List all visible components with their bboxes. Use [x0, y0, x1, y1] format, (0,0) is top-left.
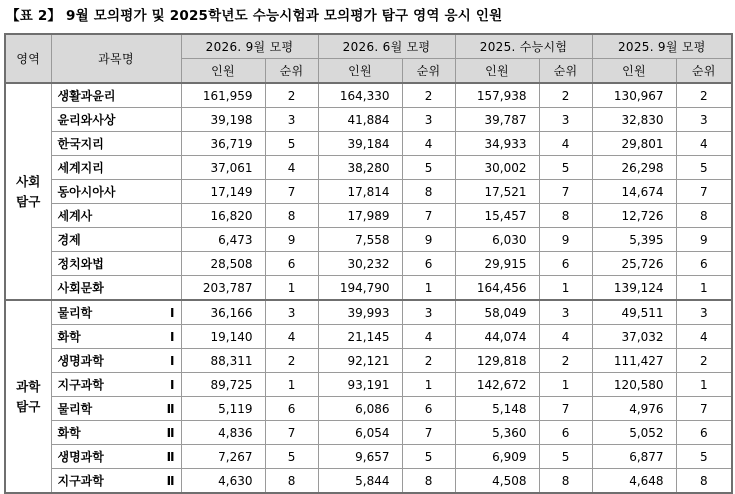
rank-cell: 5 — [539, 445, 592, 469]
rank-cell: 2 — [539, 83, 592, 108]
rank-cell: 5 — [676, 445, 732, 469]
count-cell: 4,648 — [592, 469, 676, 494]
table-row — [5, 180, 732, 204]
rank-cell: 7 — [539, 397, 592, 421]
rank-cell: 4 — [676, 132, 732, 156]
header-count: 인원 — [181, 59, 265, 84]
count-cell: 30,002 — [455, 156, 539, 180]
subject-cell — [51, 204, 181, 228]
rank-cell: 6 — [539, 252, 592, 276]
subject-cell — [51, 228, 181, 252]
rank-cell: 3 — [676, 108, 732, 132]
rank-cell: 8 — [676, 469, 732, 494]
subject-name: 사회문화 — [57, 280, 104, 295]
count-cell: 36,166 — [181, 300, 265, 325]
subject-cell — [51, 252, 181, 276]
rank-cell: 3 — [265, 108, 318, 132]
science-group — [5, 300, 732, 493]
subject-name: 한국지리 — [57, 136, 104, 151]
subject-name: 생명과학Ⅱ — [57, 449, 175, 464]
subject-cell — [51, 180, 181, 204]
count-cell: 157,938 — [455, 83, 539, 108]
count-cell: 203,787 — [181, 276, 265, 301]
social-studies-group — [5, 83, 732, 300]
count-cell: 92,121 — [318, 349, 402, 373]
count-cell: 39,787 — [455, 108, 539, 132]
rank-cell: 6 — [676, 421, 732, 445]
area-label — [5, 83, 51, 300]
rank-cell: 2 — [676, 349, 732, 373]
count-cell: 7,267 — [181, 445, 265, 469]
applicant-table — [4, 33, 733, 494]
table-row — [5, 276, 732, 301]
rank-cell: 7 — [539, 180, 592, 204]
rank-cell: 2 — [265, 83, 318, 108]
count-cell: 164,330 — [318, 83, 402, 108]
subject-cell — [51, 373, 181, 397]
rank-cell: 8 — [402, 469, 455, 494]
rank-cell: 4 — [265, 325, 318, 349]
count-cell: 41,884 — [318, 108, 402, 132]
area-label-line: 사회 — [16, 173, 41, 189]
rank-cell: 9 — [676, 228, 732, 252]
header-exam: 2026. 9월 모평 — [181, 34, 318, 59]
count-cell: 4,630 — [181, 469, 265, 494]
count-cell: 111,427 — [592, 349, 676, 373]
count-cell: 6,030 — [455, 228, 539, 252]
header-exam: 2025. 수능시험 — [455, 34, 592, 59]
rank-cell: 5 — [265, 132, 318, 156]
subject-cell — [51, 349, 181, 373]
count-cell: 49,511 — [592, 300, 676, 325]
count-cell: 26,298 — [592, 156, 676, 180]
count-cell: 5,119 — [181, 397, 265, 421]
count-cell: 34,933 — [455, 132, 539, 156]
table-row — [5, 228, 732, 252]
count-cell: 120,580 — [592, 373, 676, 397]
count-cell: 93,191 — [318, 373, 402, 397]
count-cell: 39,993 — [318, 300, 402, 325]
header-exam: 2026. 6월 모평 — [318, 34, 455, 59]
rank-cell: 8 — [402, 180, 455, 204]
subject-name: 생명과학Ⅰ — [57, 353, 175, 368]
subject-cell — [51, 397, 181, 421]
subject-name: 물리학Ⅰ — [57, 305, 175, 320]
count-cell: 6,877 — [592, 445, 676, 469]
header-area: 영역 — [5, 34, 51, 83]
table-row — [5, 445, 732, 469]
rank-cell: 7 — [676, 397, 732, 421]
rank-cell: 2 — [402, 83, 455, 108]
subject-cell — [51, 325, 181, 349]
rank-cell: 2 — [676, 83, 732, 108]
rank-cell: 3 — [676, 300, 732, 325]
rank-cell: 2 — [402, 349, 455, 373]
count-cell: 89,725 — [181, 373, 265, 397]
subject-name: 지구과학Ⅱ — [57, 473, 175, 488]
rank-cell: 3 — [539, 108, 592, 132]
rank-cell: 7 — [676, 180, 732, 204]
count-cell: 29,801 — [592, 132, 676, 156]
rank-cell: 1 — [539, 276, 592, 301]
subject-name: 물리학Ⅱ — [57, 401, 175, 416]
count-cell: 9,657 — [318, 445, 402, 469]
header-rank: 순위 — [265, 59, 318, 84]
rank-cell: 8 — [676, 204, 732, 228]
rank-cell: 5 — [265, 445, 318, 469]
rank-cell: 8 — [265, 469, 318, 494]
table-row — [5, 156, 732, 180]
count-cell: 6,909 — [455, 445, 539, 469]
subject-name: 정치와법 — [57, 256, 104, 271]
rank-cell: 7 — [265, 180, 318, 204]
rank-cell: 6 — [676, 252, 732, 276]
count-cell: 5,360 — [455, 421, 539, 445]
count-cell: 6,054 — [318, 421, 402, 445]
rank-cell: 3 — [539, 300, 592, 325]
subject-cell — [51, 445, 181, 469]
table-row — [5, 300, 732, 325]
subject-cell — [51, 469, 181, 494]
header-count: 인원 — [455, 59, 539, 84]
table-row — [5, 397, 732, 421]
count-cell: 5,395 — [592, 228, 676, 252]
count-cell: 15,457 — [455, 204, 539, 228]
subject-name: 동아시아사 — [57, 184, 116, 199]
subject-cell — [51, 108, 181, 132]
rank-cell: 7 — [402, 204, 455, 228]
header-count: 인원 — [318, 59, 402, 84]
count-cell: 161,959 — [181, 83, 265, 108]
table-row — [5, 469, 732, 494]
rank-cell: 1 — [676, 276, 732, 301]
rank-cell: 1 — [676, 373, 732, 397]
rank-cell: 8 — [539, 469, 592, 494]
subject-cell — [51, 156, 181, 180]
rank-cell: 4 — [402, 132, 455, 156]
count-cell: 14,674 — [592, 180, 676, 204]
count-cell: 17,814 — [318, 180, 402, 204]
subject-name: 세계지리 — [57, 160, 104, 175]
count-cell: 164,456 — [455, 276, 539, 301]
rank-cell: 2 — [539, 349, 592, 373]
rank-cell: 4 — [402, 325, 455, 349]
count-cell: 21,145 — [318, 325, 402, 349]
table-row — [5, 83, 732, 108]
rank-cell: 9 — [402, 228, 455, 252]
rank-cell: 4 — [265, 156, 318, 180]
rank-cell: 1 — [402, 373, 455, 397]
header-rank: 순위 — [539, 59, 592, 84]
table-row — [5, 132, 732, 156]
count-cell: 36,719 — [181, 132, 265, 156]
rank-cell: 9 — [539, 228, 592, 252]
count-cell: 6,086 — [318, 397, 402, 421]
count-cell: 29,915 — [455, 252, 539, 276]
table-row — [5, 325, 732, 349]
header-rank: 순위 — [676, 59, 732, 84]
rank-cell: 5 — [676, 156, 732, 180]
rank-cell: 6 — [265, 397, 318, 421]
count-cell: 44,074 — [455, 325, 539, 349]
area-label-line: 과학 — [16, 378, 41, 394]
count-cell: 12,726 — [592, 204, 676, 228]
count-cell: 6,473 — [181, 228, 265, 252]
rank-cell: 9 — [265, 228, 318, 252]
count-cell: 39,184 — [318, 132, 402, 156]
count-cell: 4,976 — [592, 397, 676, 421]
subject-cell — [51, 421, 181, 445]
count-cell: 129,818 — [455, 349, 539, 373]
subject-cell — [51, 300, 181, 325]
subject-name: 화학Ⅱ — [57, 425, 175, 440]
table-row — [5, 204, 732, 228]
rank-cell: 4 — [539, 325, 592, 349]
count-cell: 30,232 — [318, 252, 402, 276]
count-cell: 5,844 — [318, 469, 402, 494]
rank-cell: 1 — [402, 276, 455, 301]
count-cell: 37,061 — [181, 156, 265, 180]
area-label — [5, 300, 51, 493]
rank-cell: 2 — [265, 349, 318, 373]
count-cell: 16,820 — [181, 204, 265, 228]
subject-cell — [51, 132, 181, 156]
subject-cell — [51, 83, 181, 108]
table-row — [5, 349, 732, 373]
count-cell: 28,508 — [181, 252, 265, 276]
subject-name: 윤리와사상 — [57, 112, 116, 127]
rank-cell: 3 — [265, 300, 318, 325]
table-row — [5, 421, 732, 445]
rank-cell: 1 — [539, 373, 592, 397]
count-cell: 5,052 — [592, 421, 676, 445]
count-cell: 142,672 — [455, 373, 539, 397]
subject-name: 세계사 — [57, 208, 93, 223]
rank-cell: 4 — [676, 325, 732, 349]
count-cell: 5,148 — [455, 397, 539, 421]
count-cell: 25,726 — [592, 252, 676, 276]
subject-name: 생활과윤리 — [57, 88, 116, 103]
count-cell: 139,124 — [592, 276, 676, 301]
rank-cell: 4 — [539, 132, 592, 156]
count-cell: 39,198 — [181, 108, 265, 132]
header-exam: 2025. 9월 모평 — [592, 34, 732, 59]
rank-cell: 5 — [402, 445, 455, 469]
subject-name: 지구과학Ⅰ — [57, 377, 175, 392]
header-subject: 과목명 — [51, 34, 181, 83]
subject-cell — [51, 276, 181, 301]
table-row — [5, 373, 732, 397]
count-cell: 17,989 — [318, 204, 402, 228]
rank-cell: 6 — [265, 252, 318, 276]
rank-cell: 8 — [265, 204, 318, 228]
table-row — [5, 252, 732, 276]
count-cell: 88,311 — [181, 349, 265, 373]
count-cell: 17,521 — [455, 180, 539, 204]
count-cell: 19,140 — [181, 325, 265, 349]
count-cell: 7,558 — [318, 228, 402, 252]
count-cell: 4,508 — [455, 469, 539, 494]
rank-cell: 7 — [402, 421, 455, 445]
rank-cell: 1 — [265, 276, 318, 301]
rank-cell: 1 — [265, 373, 318, 397]
count-cell: 38,280 — [318, 156, 402, 180]
header-count: 인원 — [592, 59, 676, 84]
rank-cell: 6 — [402, 397, 455, 421]
rank-cell: 6 — [402, 252, 455, 276]
rank-cell: 8 — [539, 204, 592, 228]
table-caption: 【표 2】 9월 모의평가 및 2025학년도 수능시험과 모의평가 탐구 영역 응시 인원 — [6, 8, 503, 24]
table-row — [5, 108, 732, 132]
rank-cell: 7 — [265, 421, 318, 445]
rank-cell: 5 — [539, 156, 592, 180]
count-cell: 37,032 — [592, 325, 676, 349]
count-cell: 4,836 — [181, 421, 265, 445]
count-cell: 58,049 — [455, 300, 539, 325]
rank-cell: 3 — [402, 300, 455, 325]
rank-cell: 3 — [402, 108, 455, 132]
subject-name: 화학Ⅰ — [57, 329, 175, 344]
header-rank: 순위 — [402, 59, 455, 84]
rank-cell: 5 — [402, 156, 455, 180]
area-label-line: 탐구 — [16, 193, 41, 209]
count-cell: 17,149 — [181, 180, 265, 204]
count-cell: 130,967 — [592, 83, 676, 108]
subject-name: 경제 — [57, 232, 81, 247]
area-label-line: 탐구 — [16, 398, 41, 414]
count-cell: 32,830 — [592, 108, 676, 132]
count-cell: 194,790 — [318, 276, 402, 301]
rank-cell: 6 — [539, 421, 592, 445]
